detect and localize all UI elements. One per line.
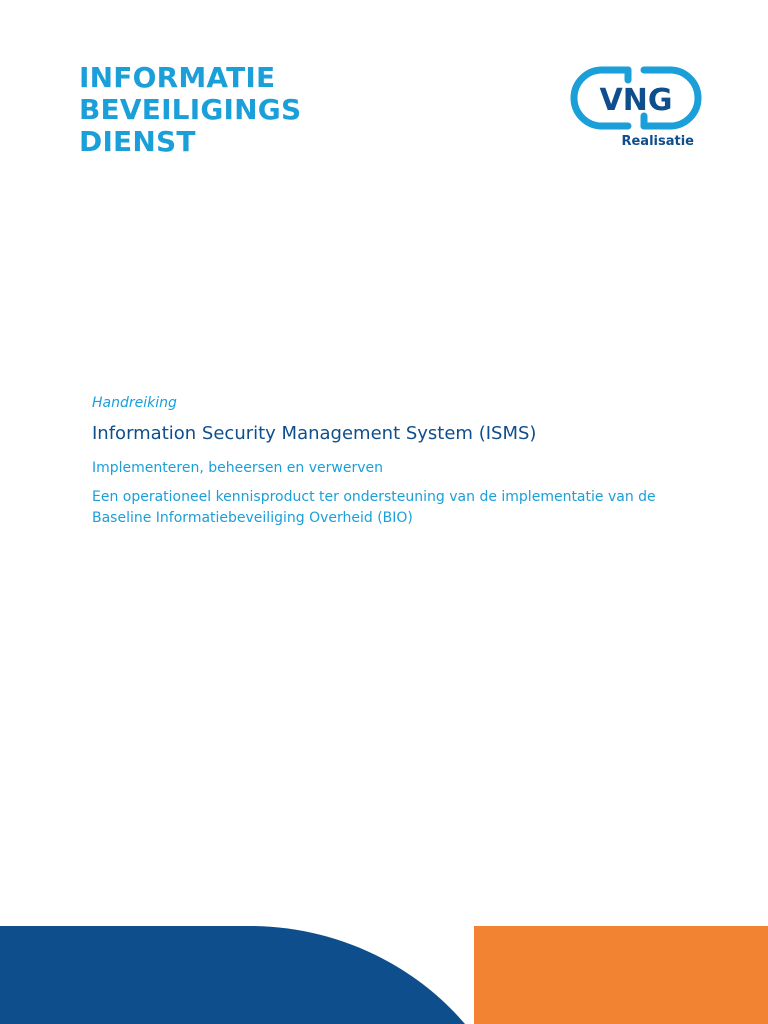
brand-line-3: DIENST	[79, 125, 196, 158]
logo-subtitle: Realisatie	[621, 134, 694, 149]
footer-decoration	[0, 900, 768, 1024]
document-description: Een operationeel kennisproduct ter ondersteuning van de implementatie van de Baseline Informatiebeveiliging Overheid (BIO)	[92, 489, 656, 526]
cover-title-block	[92, 394, 712, 529]
document-type-label: Handreiking	[92, 395, 177, 411]
footer-blue-shape	[0, 926, 465, 1024]
vng-logo-icon	[570, 66, 702, 130]
brand-wordmark	[79, 62, 339, 158]
brand-line-1: INFORMATIE	[79, 61, 276, 94]
vng-logo-mark: VNG	[599, 83, 673, 118]
footer-orange-block	[474, 926, 768, 1024]
document-title: Information Security Management System (ISMS)	[92, 423, 537, 444]
document-subtitle: Implementeren, beheersen en verwerven	[92, 460, 383, 476]
vng-logo	[570, 66, 702, 156]
brand-line-2: BEVEILIGINGS	[79, 93, 302, 126]
